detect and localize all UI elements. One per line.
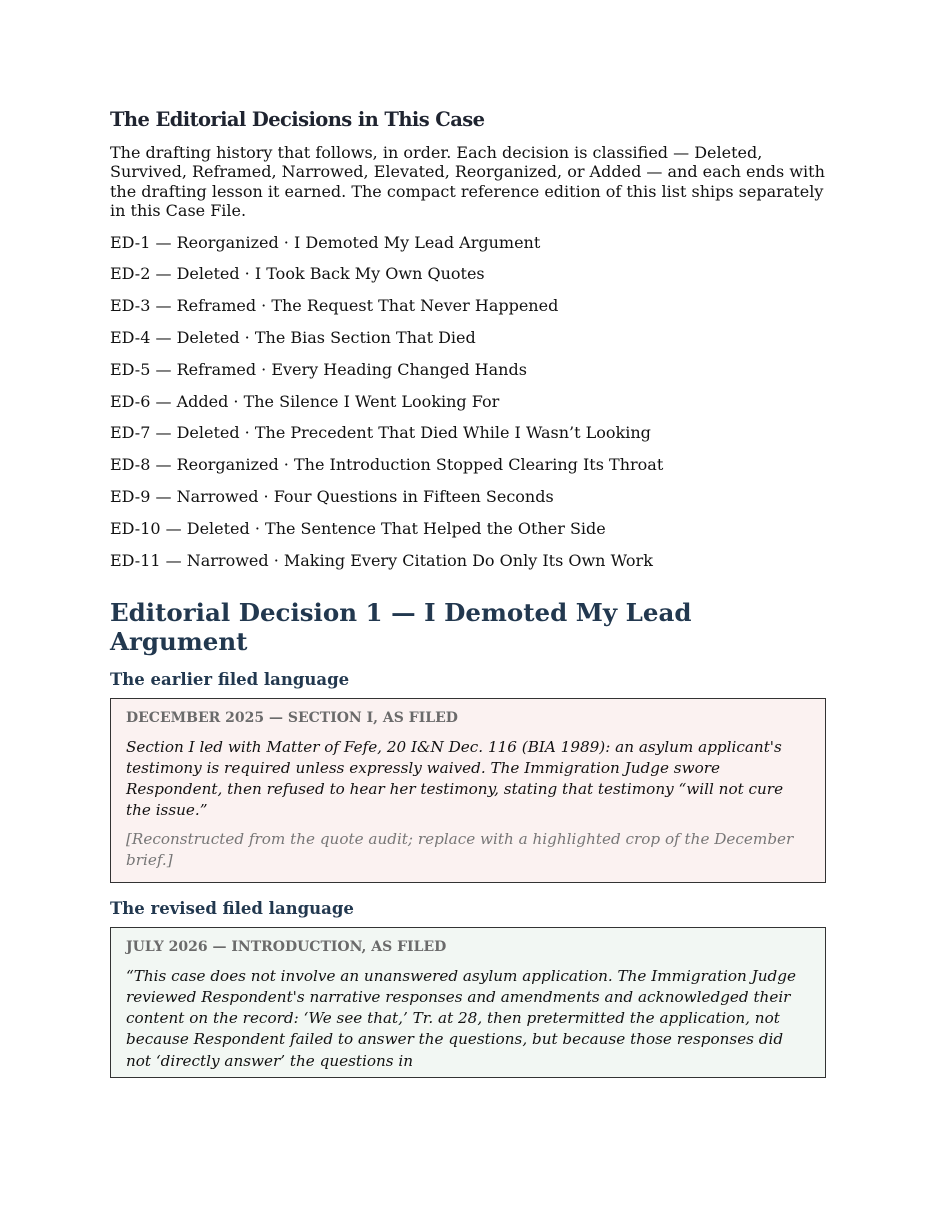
- list-item: ED-2 — Deleted · I Took Back My Own Quotes: [110, 264, 485, 284]
- list-item: ED-11 — Narrowed · Making Every Citation Do Only Its Own Work: [110, 550, 653, 570]
- list-item: ED-4 — Deleted · The Bias Section That Died: [110, 328, 476, 348]
- earlier-box-label: DECEMBER 2025 — SECTION I, AS FILED: [126, 709, 458, 726]
- earlier-language-heading: The earlier filed language: [110, 669, 350, 689]
- list-item: ED-7 — Deleted · The Precedent That Died While I Wasn’t Looking: [110, 423, 651, 443]
- list-item: ED-10 — Deleted · The Sentence That Helped the Other Side: [110, 518, 606, 538]
- earlier-box-note: [Reconstructed from the quote audit; replace with a highlighted crop of the December brief.]: [126, 829, 794, 870]
- list-item: ED-3 — Reframed · The Request That Never Happened: [110, 296, 559, 316]
- list-item: ED-9 — Narrowed · Four Questions in Fifteen Seconds: [110, 487, 554, 506]
- editorial-decisions-list: [110, 233, 826, 571]
- section-heading: Editorial Decision 1 — I Demoted My Lead Argument: [110, 597, 692, 656]
- list-item: ED-1 — Reorganized · I Demoted My Lead Argument: [110, 232, 541, 252]
- earlier-box-text: Section I led with Matter of Fefe, 20 I&N Dec. 116 (BIA 1989): an asylum applicant's testimony is required unless expressly waived. The Immigration Judge swore Respondent, then refused to hear her testimony, stating that testimony “will not cure the issue.”: [126, 737, 784, 820]
- revised-language-heading: The revised filed language: [110, 898, 354, 918]
- decisions-list-title: The Editorial Decisions in This Case: [110, 108, 485, 131]
- document-page: [110, 107, 826, 1094]
- list-item: ED-5 — Reframed · Every Heading Changed Hands: [110, 359, 527, 379]
- list-item: ED-6 — Added · The Silence I Went Looking For: [110, 391, 500, 411]
- intro-paragraph: The drafting history that follows, in order. Each decision is classified — Deleted, Survived, Reframed, Narrowed, Elevated, Reorganized, or Added — and each ends with the drafting lesson it earned. The compact reference edition of this list ships separately in this Case File.: [110, 143, 825, 221]
- revised-box-text: “This case does not involve an unanswered asylum application. The Immigration Judge reviewed Respondent's narrative responses and amendments and acknowledged their content on the record: ‘We see that,’ Tr. at 28, then pretermitted the application, not because Respondent failed to answer the questions, but because those responses did not ‘directly answer’ the questions in: [126, 966, 796, 1070]
- earlier-language-box: [110, 698, 826, 883]
- list-item: ED-8 — Reorganized · The Introduction Stopped Clearing Its Throat: [110, 455, 664, 475]
- revised-box-label: JULY 2026 — INTRODUCTION, AS FILED: [126, 938, 447, 955]
- revised-language-box: [110, 927, 826, 1078]
